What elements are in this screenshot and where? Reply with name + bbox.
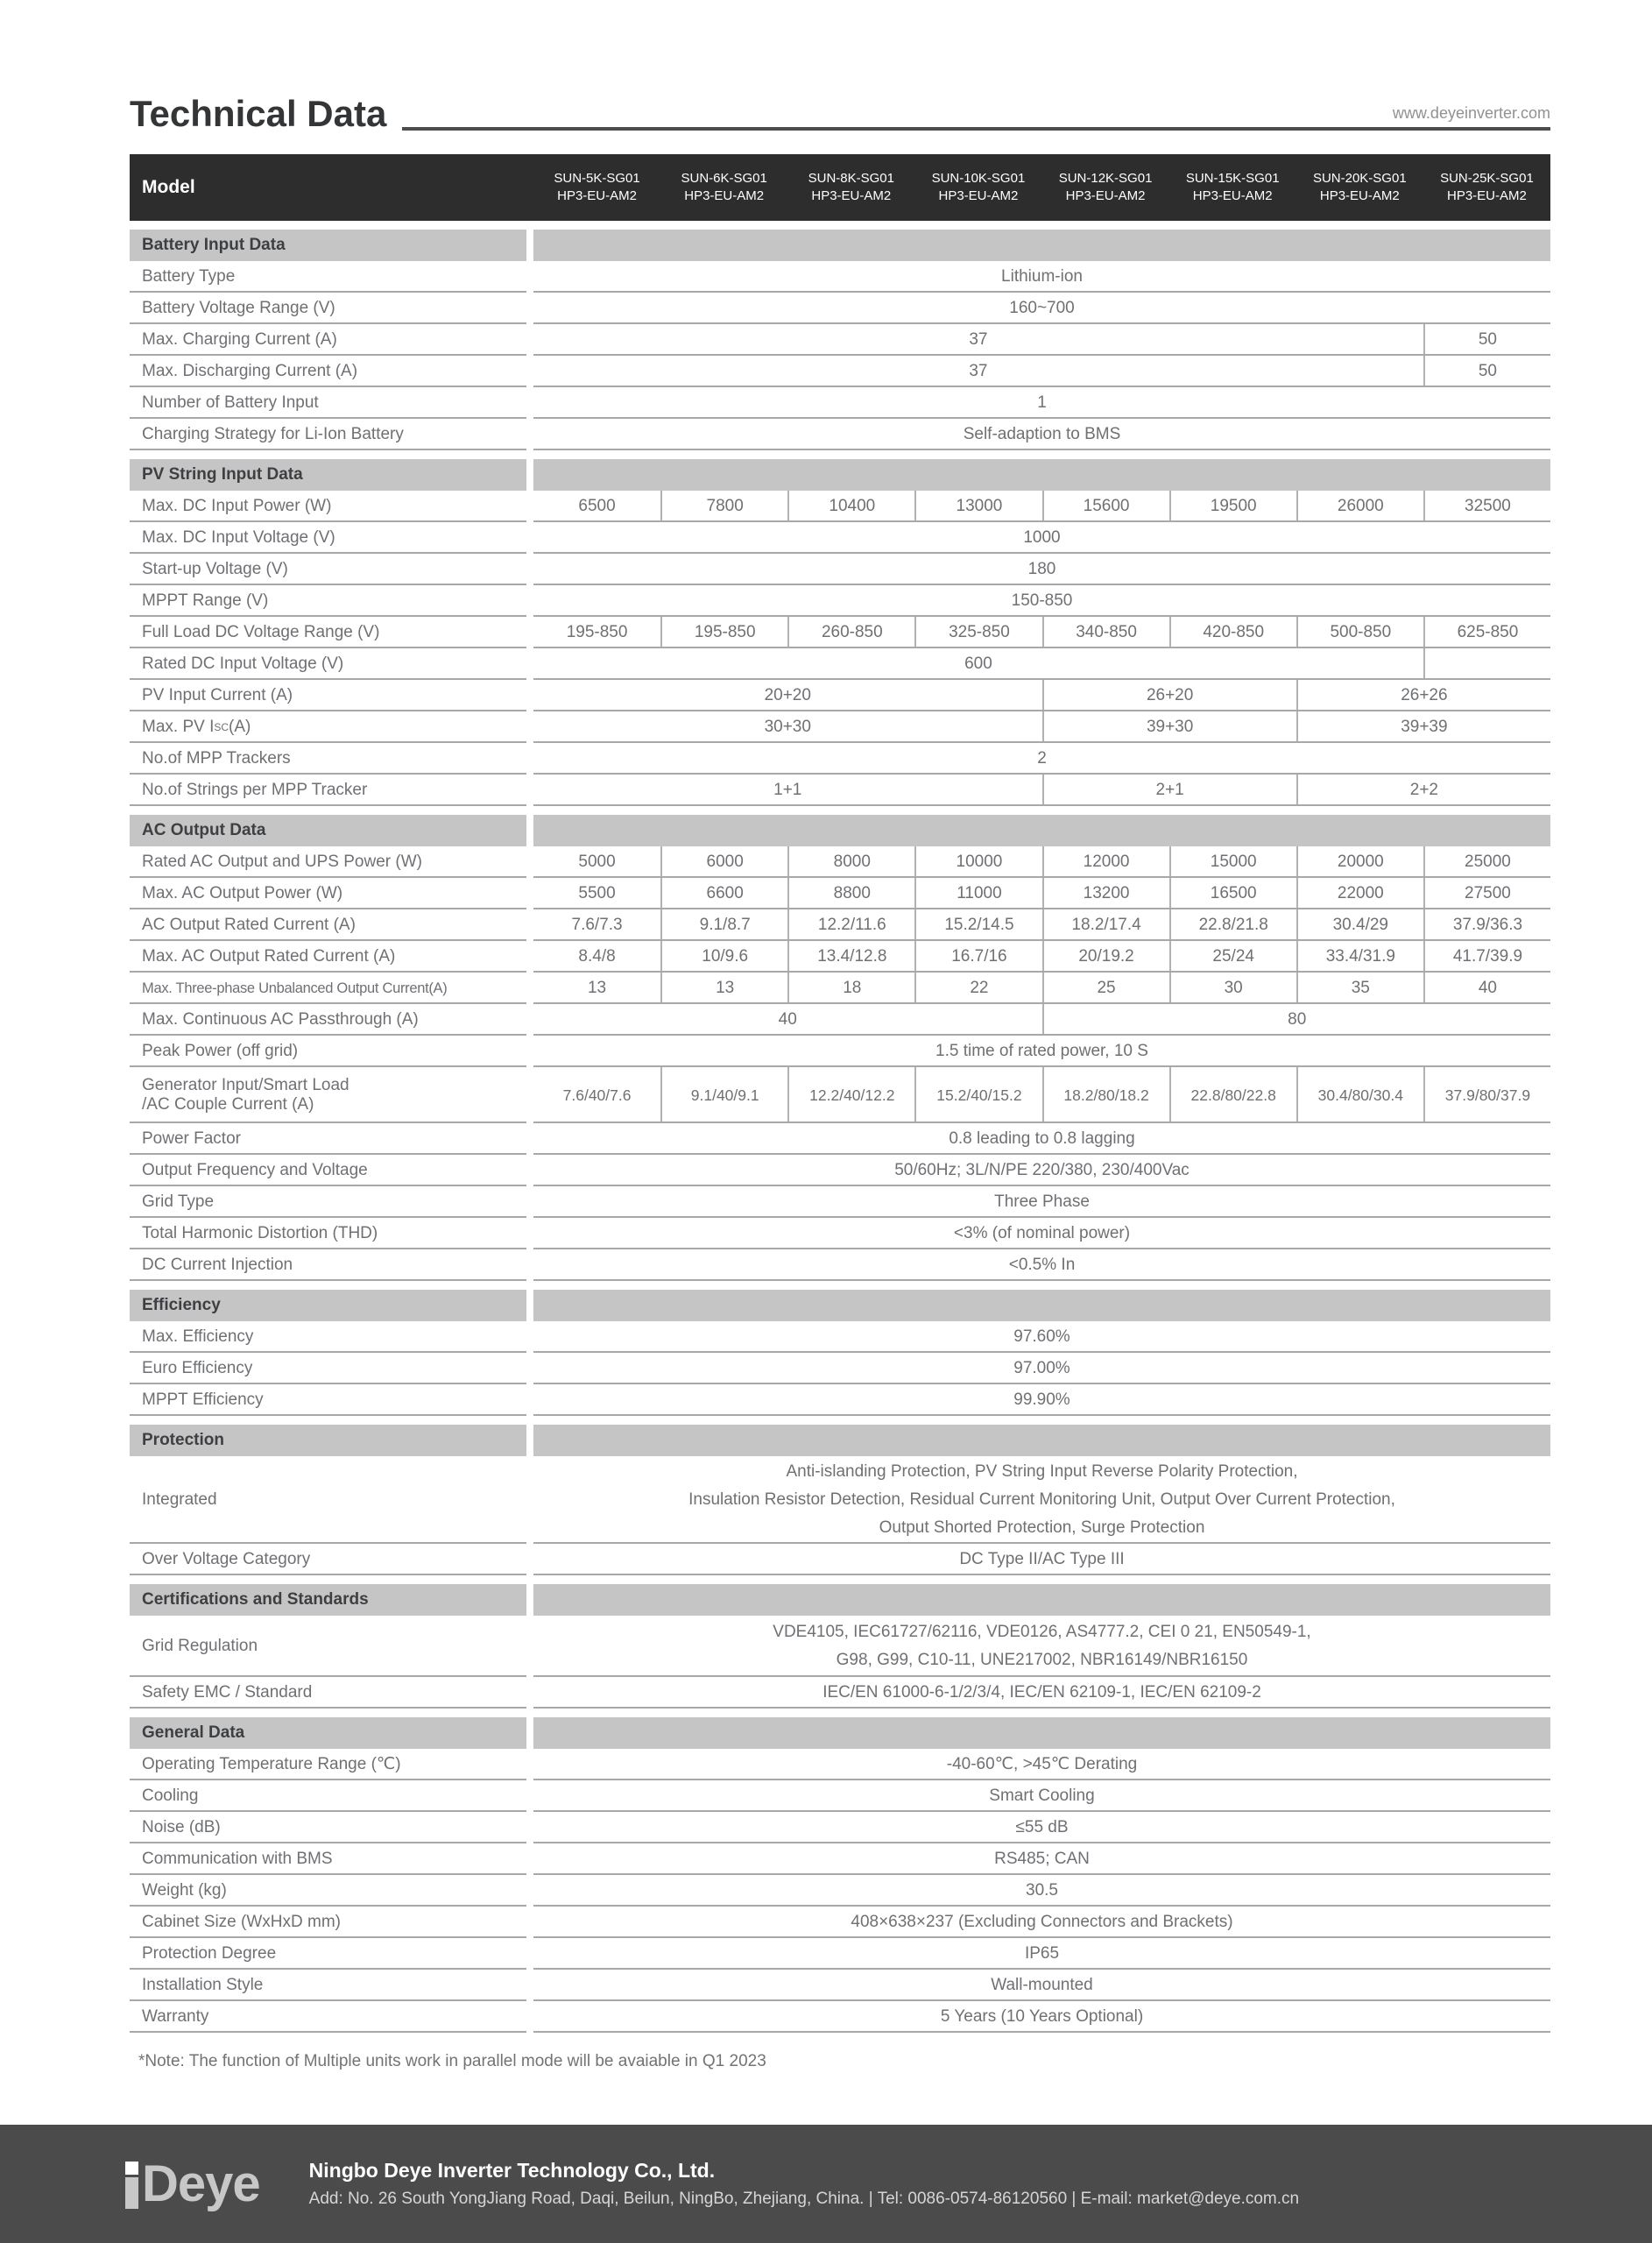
row-values xyxy=(533,585,1550,617)
value-cell: 13.4/12.8 xyxy=(787,941,914,973)
value-cell: 40 xyxy=(1423,973,1550,1004)
value-cell: 50 xyxy=(1423,324,1550,356)
deye-logo xyxy=(125,2155,260,2212)
row-label: Operating Temperature Range (℃) xyxy=(130,1749,526,1780)
row-values xyxy=(533,878,1550,909)
value-cell: 1.5 time of rated power, 10 S xyxy=(935,1042,1148,1060)
value-cell: 39+30 xyxy=(1042,711,1296,743)
footer-bar xyxy=(0,2125,1652,2243)
value-cell: 39+39 xyxy=(1296,711,1550,743)
table-row xyxy=(130,1544,1550,1575)
value-cell: ≤55 dB xyxy=(1015,1818,1069,1836)
table-row xyxy=(130,2001,1550,2033)
section-title: Certifications and Standards xyxy=(130,1584,526,1616)
value-cell: 9.1/40/9.1 xyxy=(660,1067,787,1123)
value-cell: 8800 xyxy=(787,878,914,909)
header-rule xyxy=(402,127,1550,131)
row-label: Charging Strategy for Li-Ion Battery xyxy=(130,419,526,450)
row-label: Generator Input/Smart Load /AC Couple Current (A) xyxy=(130,1067,526,1123)
section-header-fill xyxy=(533,459,1550,491)
row-label: Power Factor xyxy=(130,1123,526,1155)
row-values xyxy=(533,1938,1550,1970)
table-row xyxy=(130,617,1550,648)
value-cell: 2 xyxy=(1037,749,1047,768)
model-cell: SUN-15K-SG01 HP3-EU-AM2 xyxy=(1185,171,1280,203)
value-cell: 340-850 xyxy=(1042,617,1169,648)
value-cell: 26+20 xyxy=(1042,680,1296,711)
value-cell: 10000 xyxy=(914,846,1041,878)
table-row xyxy=(130,648,1550,680)
value-cell: 6500 xyxy=(578,497,616,515)
value-cell: 37.9/36.3 xyxy=(1423,909,1550,941)
table-row xyxy=(130,1036,1550,1067)
row-values xyxy=(533,1155,1550,1186)
row-values xyxy=(533,775,1550,806)
logo-dot xyxy=(125,2162,138,2175)
value-cell: 5000 xyxy=(578,853,616,871)
spec-table xyxy=(130,230,1550,2033)
value-cell: 22 xyxy=(914,973,1041,1004)
value-cell: 1+1 xyxy=(773,781,802,799)
value-cell: 408×638×237 (Excluding Connectors and Brackets) xyxy=(851,1913,1233,1931)
row-label: Battery Voltage Range (V) xyxy=(130,293,526,324)
row-label: Full Load DC Voltage Range (V) xyxy=(130,617,526,648)
value-cell: 30.4/80/30.4 xyxy=(1296,1067,1423,1123)
model-cells xyxy=(533,154,1550,221)
row-label: MPPT Efficiency xyxy=(130,1384,526,1416)
value-cell: 0.8 leading to 0.8 lagging xyxy=(949,1129,1135,1148)
value-cell: 195-850 xyxy=(660,617,787,648)
value-cell: 1000 xyxy=(1023,528,1061,547)
logo-bar xyxy=(125,2177,138,2209)
table-row xyxy=(130,1812,1550,1843)
section-header xyxy=(130,459,1550,491)
row-label: Installation Style xyxy=(130,1970,526,2001)
value-cell: 20/19.2 xyxy=(1042,941,1169,973)
table-row xyxy=(130,387,1550,419)
row-values xyxy=(533,2001,1550,2033)
section-header xyxy=(130,1425,1550,1456)
section-title: Protection xyxy=(130,1425,526,1456)
row-label: Start-up Voltage (V) xyxy=(130,554,526,585)
row-label: Max. DC Input Voltage (V) xyxy=(130,522,526,554)
table-row xyxy=(130,941,1550,973)
value-cell: RS485; CAN xyxy=(994,1850,1090,1868)
section-header-fill xyxy=(533,1717,1550,1749)
table-row xyxy=(130,1456,1550,1544)
table-row xyxy=(130,554,1550,585)
value-cell: 2+2 xyxy=(1296,775,1550,806)
section-title: General Data xyxy=(130,1717,526,1749)
value-cell: 6600 xyxy=(660,878,787,909)
page-title: Technical Data xyxy=(130,93,387,134)
row-values xyxy=(533,1384,1550,1416)
table-row xyxy=(130,1749,1550,1780)
table-row xyxy=(130,1004,1550,1036)
row-label: Max. Efficiency xyxy=(130,1321,526,1353)
value-cell: 50/60Hz; 3L/N/PE 220/380, 230/400Vac xyxy=(894,1161,1190,1179)
table-row xyxy=(130,973,1550,1004)
page-content xyxy=(130,95,1550,2071)
table-row xyxy=(130,1616,1550,1677)
value-cell: 11000 xyxy=(914,878,1041,909)
row-values xyxy=(533,419,1550,450)
value-cell: <0.5% In xyxy=(1008,1256,1076,1274)
table-row xyxy=(130,1155,1550,1186)
value-cell: Wall-mounted xyxy=(991,1976,1093,1994)
value-cell: 30.4/29 xyxy=(1296,909,1423,941)
value-cell: 260-850 xyxy=(787,617,914,648)
section-header xyxy=(130,1584,1550,1616)
value-cell: <3% (of nominal power) xyxy=(953,1224,1131,1242)
model-cell: SUN-20K-SG01 HP3-EU-AM2 xyxy=(1312,171,1407,203)
value-cell: 20+20 xyxy=(764,686,811,704)
row-values xyxy=(533,1616,1550,1677)
logo-wordmark: Deye xyxy=(142,2155,260,2212)
value-cell: 25/24 xyxy=(1169,941,1296,973)
table-row xyxy=(130,1907,1550,1938)
row-values xyxy=(533,1907,1550,1938)
value-cell: 325-850 xyxy=(914,617,1041,648)
value-cell: IP65 xyxy=(1024,1944,1060,1963)
value-cell: 19500 xyxy=(1169,491,1296,522)
value-cell: 12.2/40/12.2 xyxy=(787,1067,914,1123)
row-values xyxy=(533,1321,1550,1353)
table-row xyxy=(130,846,1550,878)
value-cell: 7800 xyxy=(660,491,787,522)
table-row xyxy=(130,1321,1550,1353)
row-label: Integrated xyxy=(130,1456,526,1544)
row-label: No.of MPP Trackers xyxy=(130,743,526,775)
row-label: Max. PV I SC (A) xyxy=(130,711,526,743)
row-label: AC Output Rated Current (A) xyxy=(130,909,526,941)
value-cell: 37.9/80/37.9 xyxy=(1423,1067,1550,1123)
table-row xyxy=(130,878,1550,909)
company-address: Add: No. 26 South YongJiang Road, Daqi, Beilun, NingBo, Zhejiang, China. | Tel: 0086-0574-86120560 | E-mail: market@deye.com.cn xyxy=(308,2190,1300,2208)
row-label: Safety EMC / Standard xyxy=(130,1677,526,1709)
row-values xyxy=(533,1218,1550,1249)
page-header xyxy=(130,95,1550,133)
table-row xyxy=(130,1186,1550,1218)
value-cell: 13 xyxy=(587,979,607,997)
section-header xyxy=(130,1717,1550,1749)
value-cell: 41.7/39.9 xyxy=(1423,941,1550,973)
value-cell: 180 xyxy=(1027,560,1056,578)
value-cell: 37 xyxy=(969,362,988,380)
model-cell: SUN-6K-SG01 HP3-EU-AM2 xyxy=(681,171,767,203)
section-header-fill xyxy=(533,1290,1550,1321)
value-cell: 22.8/80/22.8 xyxy=(1169,1067,1296,1123)
value-cell: 80 xyxy=(1042,1004,1551,1036)
value-cell: 8000 xyxy=(787,846,914,878)
value-cell: 30+30 xyxy=(764,718,811,736)
value-cell: 2+1 xyxy=(1042,775,1296,806)
value-cell: Self-adaption to BMS xyxy=(963,425,1121,443)
value-cell: 5 Years (10 Years Optional) xyxy=(940,2007,1144,2026)
table-row xyxy=(130,491,1550,522)
value-cell: 7.6/40/7.6 xyxy=(562,1086,632,1104)
value-cell: 27500 xyxy=(1423,878,1550,909)
value-cell: 10400 xyxy=(787,491,914,522)
table-row xyxy=(130,1123,1550,1155)
value-cell: 15000 xyxy=(1169,846,1296,878)
value-cell: 26+26 xyxy=(1296,680,1550,711)
section-header xyxy=(130,815,1550,846)
row-values xyxy=(533,973,1550,1004)
row-values xyxy=(533,1004,1550,1036)
section-title: PV String Input Data xyxy=(130,459,526,491)
row-values xyxy=(533,1812,1550,1843)
table-row xyxy=(130,680,1550,711)
row-values xyxy=(533,1456,1550,1544)
section-header xyxy=(130,1290,1550,1321)
row-values xyxy=(533,846,1550,878)
row-label: Rated DC Input Voltage (V) xyxy=(130,648,526,680)
row-values xyxy=(533,743,1550,775)
value-cell: IEC/EN 61000-6-1/2/3/4, IEC/EN 62109-1, IEC/EN 62109-2 xyxy=(822,1683,1261,1702)
row-label: Max. Discharging Current (A) xyxy=(130,356,526,387)
table-row xyxy=(130,1780,1550,1812)
value-cell: 8.4/8 xyxy=(578,947,616,966)
row-label: MPPT Range (V) xyxy=(130,585,526,617)
row-values xyxy=(533,1123,1550,1155)
table-row xyxy=(130,775,1550,806)
row-label: Max. AC Output Rated Current (A) xyxy=(130,941,526,973)
table-row xyxy=(130,261,1550,293)
value-cell: 97.00% xyxy=(1013,1359,1070,1377)
row-label: Max. Three-phase Unbalanced Output Current(A) xyxy=(130,973,526,1004)
table-row xyxy=(130,324,1550,356)
value-cell: 16500 xyxy=(1169,878,1296,909)
value-cell: 35 xyxy=(1296,973,1423,1004)
row-label: Communication with BMS xyxy=(130,1843,526,1875)
value-cell: 32500 xyxy=(1423,491,1550,522)
value-cell: 195-850 xyxy=(566,623,628,641)
row-label: Number of Battery Input xyxy=(130,387,526,419)
row-label: Max. Charging Current (A) xyxy=(130,324,526,356)
table-row xyxy=(130,1875,1550,1907)
value-cell: 500-850 xyxy=(1296,617,1423,648)
value-cell: 15.2/14.5 xyxy=(914,909,1041,941)
value-cell: VDE4105, IEC61727/62116, VDE0126, AS4777.2, CEI 0 21, EN50549-1, G98, G99, C10-11, UNE217002, NBR16149/NBR16150 xyxy=(773,1623,1311,1669)
footnote: *Note: The function of Multiple units work in parallel mode will be avaiable in Q1 2023 xyxy=(138,2052,766,2070)
value-cell: 18.2/80/18.2 xyxy=(1042,1067,1169,1123)
value-cell: 9.1/8.7 xyxy=(660,909,787,941)
section-header-fill xyxy=(533,815,1550,846)
row-label: Warranty xyxy=(130,2001,526,2033)
value-cell: Three Phase xyxy=(994,1192,1090,1211)
value-cell: 26000 xyxy=(1296,491,1423,522)
value-cell: 625-850 xyxy=(1423,617,1550,648)
value-cell: 15600 xyxy=(1042,491,1169,522)
row-values xyxy=(533,1749,1550,1780)
value-cell: 25 xyxy=(1042,973,1169,1004)
row-label: Battery Type xyxy=(130,261,526,293)
value-cell: 40 xyxy=(778,1010,797,1029)
row-label: Output Frequency and Voltage xyxy=(130,1155,526,1186)
section-header xyxy=(130,230,1550,261)
row-label: Euro Efficiency xyxy=(130,1353,526,1384)
row-label: Grid Regulation xyxy=(130,1616,526,1677)
value-cell: 13 xyxy=(660,973,787,1004)
row-values xyxy=(533,680,1550,711)
row-values xyxy=(533,1780,1550,1812)
row-values xyxy=(533,1970,1550,2001)
row-label: Total Harmonic Distortion (THD) xyxy=(130,1218,526,1249)
row-label: Max. DC Input Power (W) xyxy=(130,491,526,522)
table-row xyxy=(130,1970,1550,2001)
row-label: Protection Degree xyxy=(130,1938,526,1970)
row-values xyxy=(533,554,1550,585)
value-cell: 420-850 xyxy=(1169,617,1296,648)
deye-logo-mark-icon xyxy=(125,2160,138,2209)
table-row xyxy=(130,522,1550,554)
row-values xyxy=(533,522,1550,554)
value-cell: 22000 xyxy=(1296,878,1423,909)
row-label: Cooling xyxy=(130,1780,526,1812)
table-row xyxy=(130,293,1550,324)
row-label: PV Input Current (A) xyxy=(130,680,526,711)
value-cell: 18.2/17.4 xyxy=(1042,909,1169,941)
value-cell: 160~700 xyxy=(1009,299,1075,317)
section-header-fill xyxy=(533,230,1550,261)
table-row xyxy=(130,909,1550,941)
table-row xyxy=(130,1677,1550,1709)
row-label: Peak Power (off grid) xyxy=(130,1036,526,1067)
row-values xyxy=(533,261,1550,293)
value-cell: Anti-islanding Protection, PV String Input Reverse Polarity Protection, Insulation Resistor Detection, Residual Current Monitoring Unit, Output Over Current Protection, Output Shorted Protection, Surge Protection xyxy=(688,1462,1395,1537)
row-values xyxy=(533,387,1550,419)
value-cell: 16.7/16 xyxy=(914,941,1041,973)
value-cell: 10/9.6 xyxy=(660,941,787,973)
company-name: Ningbo Deye Inverter Technology Co., Ltd. xyxy=(308,2159,716,2182)
section-title: Efficiency xyxy=(130,1290,526,1321)
row-values xyxy=(533,1067,1550,1123)
row-values xyxy=(533,1544,1550,1575)
model-cell: SUN-5K-SG01 HP3-EU-AM2 xyxy=(554,171,640,203)
model-row-label: Model xyxy=(142,177,195,197)
value-cell: 12.2/11.6 xyxy=(787,909,914,941)
row-values xyxy=(533,648,1550,680)
value-cell: 13000 xyxy=(914,491,1041,522)
value-cell: 600 xyxy=(964,655,992,673)
row-label: Cabinet Size (WxHxD mm) xyxy=(130,1907,526,1938)
value-cell: 37 xyxy=(969,330,988,349)
row-label: Noise (dB) xyxy=(130,1812,526,1843)
value-cell xyxy=(1423,648,1550,680)
value-cell: 18 xyxy=(787,973,914,1004)
table-row xyxy=(130,419,1550,450)
table-row xyxy=(130,1384,1550,1416)
value-cell: Lithium-ion xyxy=(1001,267,1083,286)
row-label: Max. Continuous AC Passthrough (A) xyxy=(130,1004,526,1036)
row-values xyxy=(533,711,1550,743)
row-values xyxy=(533,1036,1550,1067)
value-cell: 30.5 xyxy=(1026,1881,1058,1900)
table-row xyxy=(130,356,1550,387)
table-row xyxy=(130,1249,1550,1281)
value-cell: -40-60℃, >45℃ Derating xyxy=(946,1755,1138,1773)
row-values xyxy=(533,356,1550,387)
value-cell: 99.90% xyxy=(1013,1390,1070,1409)
table-row xyxy=(130,1067,1550,1123)
section-title: AC Output Data xyxy=(130,815,526,846)
section-title: Battery Input Data xyxy=(130,230,526,261)
row-values xyxy=(533,617,1550,648)
value-cell: 30 xyxy=(1169,973,1296,1004)
value-cell: 5500 xyxy=(578,884,616,902)
row-label: Weight (kg) xyxy=(130,1875,526,1907)
row-values xyxy=(533,1843,1550,1875)
row-values xyxy=(533,1353,1550,1384)
model-cell: SUN-8K-SG01 HP3-EU-AM2 xyxy=(808,171,894,203)
row-label: Max. AC Output Power (W) xyxy=(130,878,526,909)
row-label: No.of Strings per MPP Tracker xyxy=(130,775,526,806)
row-label: Grid Type xyxy=(130,1186,526,1218)
table-row xyxy=(130,711,1550,743)
model-cell: SUN-10K-SG01 HP3-EU-AM2 xyxy=(931,171,1026,203)
footer-text xyxy=(309,2159,1299,2209)
row-label: DC Current Injection xyxy=(130,1249,526,1281)
value-cell: 7.6/7.3 xyxy=(571,916,623,934)
row-values xyxy=(533,293,1550,324)
value-cell: 13200 xyxy=(1042,878,1169,909)
row-values xyxy=(533,1186,1550,1218)
value-cell: 15.2/40/15.2 xyxy=(914,1067,1041,1123)
section-header-fill xyxy=(533,1584,1550,1616)
table-row xyxy=(130,1938,1550,1970)
value-cell: 20000 xyxy=(1296,846,1423,878)
value-cell: 12000 xyxy=(1042,846,1169,878)
row-values xyxy=(533,941,1550,973)
row-label: Rated AC Output and UPS Power (W) xyxy=(130,846,526,878)
model-header-row xyxy=(130,154,1550,221)
row-values xyxy=(533,909,1550,941)
model-cell: SUN-25K-SG01 HP3-EU-AM2 xyxy=(1440,171,1534,203)
value-cell: 6000 xyxy=(660,846,787,878)
value-cell: 25000 xyxy=(1423,846,1550,878)
website-url: www.deyeinverter.com xyxy=(1392,104,1550,122)
row-values xyxy=(533,491,1550,522)
value-cell: Smart Cooling xyxy=(989,1787,1095,1805)
section-header-fill xyxy=(533,1425,1550,1456)
value-cell: 33.4/31.9 xyxy=(1296,941,1423,973)
row-values xyxy=(533,1677,1550,1709)
value-cell: 1 xyxy=(1037,393,1047,412)
value-cell: 22.8/21.8 xyxy=(1169,909,1296,941)
value-cell: DC Type II/AC Type III xyxy=(959,1550,1125,1568)
table-row xyxy=(130,585,1550,617)
row-label: Over Voltage Category xyxy=(130,1544,526,1575)
value-cell: 50 xyxy=(1423,356,1550,387)
value-cell: 150-850 xyxy=(1011,591,1073,610)
value-cell: 97.60% xyxy=(1013,1327,1070,1346)
row-values xyxy=(533,1249,1550,1281)
model-cell: SUN-12K-SG01 HP3-EU-AM2 xyxy=(1058,171,1153,203)
table-row xyxy=(130,1218,1550,1249)
table-row xyxy=(130,1353,1550,1384)
table-row xyxy=(130,743,1550,775)
table-row xyxy=(130,1843,1550,1875)
row-values xyxy=(533,1875,1550,1907)
row-values xyxy=(533,324,1550,356)
